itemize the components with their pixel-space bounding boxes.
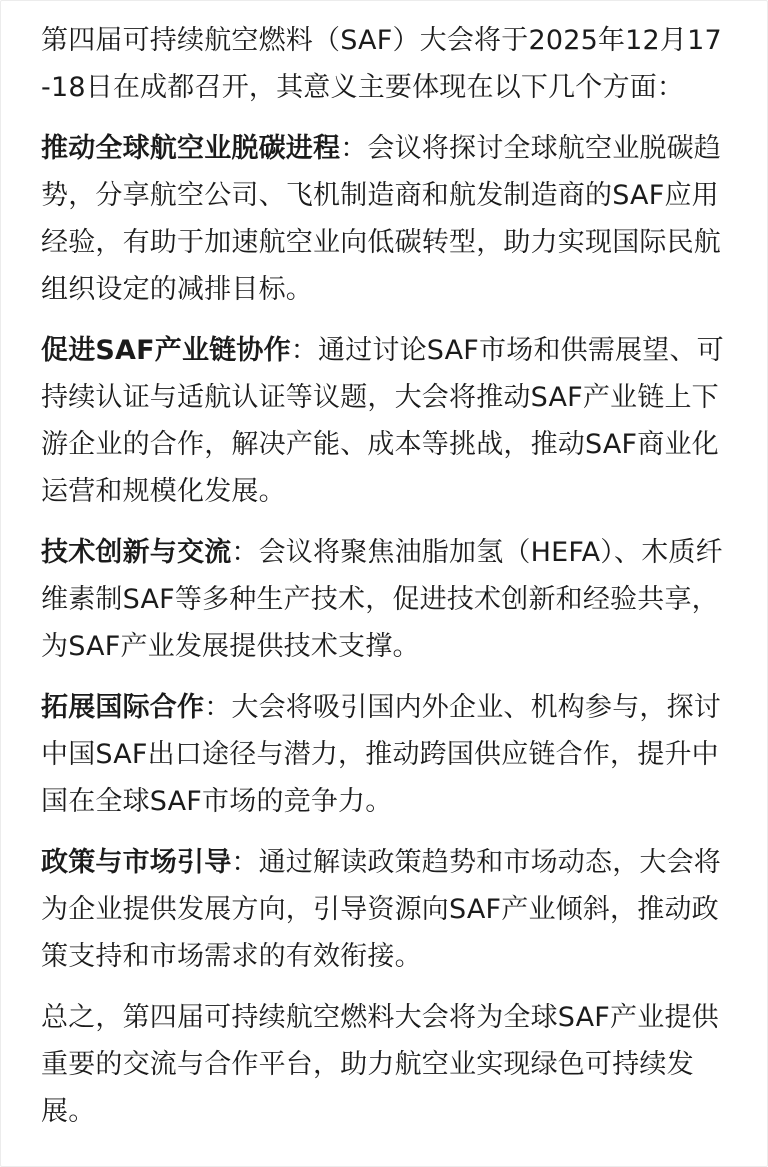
section-heading: 政策与市场引导 xyxy=(41,847,232,878)
intro-paragraph: 第四届可持续航空燃料（SAF）大会将于2025年12月17-18日在成都召开，其意义主要体现在以下几个方面： xyxy=(41,25,722,103)
section-heading: 技术创新与交流 xyxy=(41,537,232,568)
section-decarbonization xyxy=(41,125,731,313)
section-body: 大会将吸引国内外企业、机构参与，探讨中国SAF出口途径与潜力，推动跨国供应链合作，提升中国在全球SAF市场的竞争力。 xyxy=(41,692,722,817)
heading-separator: ： xyxy=(204,692,232,723)
heading-separator: ： xyxy=(290,335,318,366)
section-policy-market xyxy=(41,839,731,980)
heading-separator: ： xyxy=(231,847,259,878)
conclusion-paragraph: 总之，第四届可持续航空燃料大会将为全球SAF产业提供重要的交流与合作平台，助力航空业实现绿色可持续发展。 xyxy=(41,1002,719,1127)
section-body: 通过解读政策趋势和市场动态，大会将为企业提供发展方向，引导资源向SAF产业倾斜，推动政策支持和市场需求的有效衔接。 xyxy=(41,847,722,972)
section-heading: 推动全球航空业脱碳进程 xyxy=(41,133,341,164)
section-heading: 促进SAF产业链协作 xyxy=(41,335,291,366)
section-body: 会议将聚焦油脂加氢（HEFA）、木质纤维素制SAF等多种生产技术，促进技术创新和经验共享，为SAF产业发展提供技术支撑。 xyxy=(41,537,723,662)
article-body xyxy=(41,17,731,1149)
section-heading: 拓展国际合作 xyxy=(41,692,205,723)
section-technology xyxy=(41,529,731,670)
heading-separator: ： xyxy=(340,133,368,164)
section-body: 会议将探讨全球航空业脱碳趋势，分享航空公司、飞机制造商和航发制造商的SAF应用经验，有助于加速航空业向低碳转型，助力实现国际民航组织设定的减排目标。 xyxy=(41,133,722,305)
heading-separator: ： xyxy=(231,537,259,568)
section-industry-chain xyxy=(41,327,731,515)
section-international xyxy=(41,684,731,825)
section-body: 通过讨论SAF市场和供需展望、可持续认证与适航认证等议题，大会将推动SAF产业链上下游企业的合作，解决产能、成本等挑战，推动SAF商业化运营和规模化发展。 xyxy=(41,335,724,507)
